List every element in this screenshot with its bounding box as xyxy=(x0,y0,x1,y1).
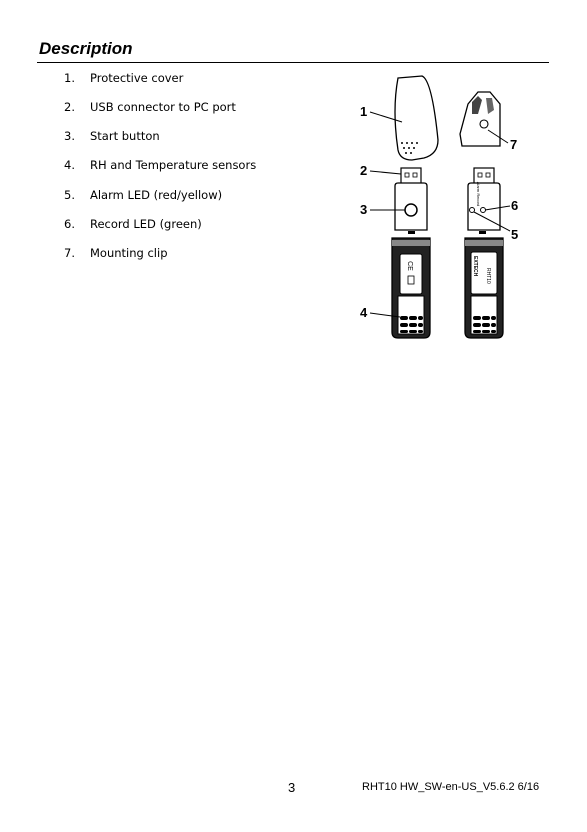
list-item xyxy=(64,246,168,260)
list-item xyxy=(64,188,222,202)
list-item xyxy=(64,158,256,172)
item-number: 3. xyxy=(64,129,75,143)
item-number: 2. xyxy=(64,100,75,114)
list-item xyxy=(64,217,202,231)
list-item xyxy=(64,129,160,143)
item-number: 7. xyxy=(64,246,75,260)
heading-rule xyxy=(37,62,549,63)
item-label: Start button xyxy=(90,129,160,143)
callout-1: 1 xyxy=(360,104,368,119)
item-label: Record LED (green) xyxy=(90,217,202,231)
callout-6: 6 xyxy=(511,198,519,213)
callout-3: 3 xyxy=(360,202,368,217)
logger-back-drawing xyxy=(465,168,503,338)
list-item xyxy=(64,71,183,85)
item-number: 4. xyxy=(64,158,75,172)
logger-front-drawing xyxy=(392,168,430,338)
callout-5: 5 xyxy=(511,227,519,242)
item-label: USB connector to PC port xyxy=(90,100,236,114)
brand-mark: EXTECH xyxy=(472,256,478,277)
callout-2: 2 xyxy=(360,163,368,178)
item-label: RH and Temperature sensors xyxy=(90,158,257,172)
device-illustration xyxy=(350,70,540,345)
list-item xyxy=(64,100,236,114)
item-number: 5. xyxy=(64,188,75,202)
page-number: 3 xyxy=(288,780,296,795)
item-number: 1. xyxy=(64,71,75,85)
callout-7: 7 xyxy=(510,137,518,152)
callout-4: 4 xyxy=(360,305,368,320)
mounting-clip-drawing xyxy=(460,92,500,146)
item-label: Mounting clip xyxy=(90,246,168,260)
item-number: 6. xyxy=(64,217,75,231)
led-label: Alarm Record xyxy=(476,181,481,207)
model-mark: RHT10 xyxy=(485,268,491,284)
protective-cover-drawing xyxy=(395,76,438,160)
section-heading: Description xyxy=(39,39,133,58)
ce-mark: CE xyxy=(406,261,413,271)
item-label: Protective cover xyxy=(90,71,184,85)
document-id: RHT10 HW_SW-en-US_V5.6.2 6/16 xyxy=(362,781,540,793)
item-label: Alarm LED (red/yellow) xyxy=(90,188,223,202)
